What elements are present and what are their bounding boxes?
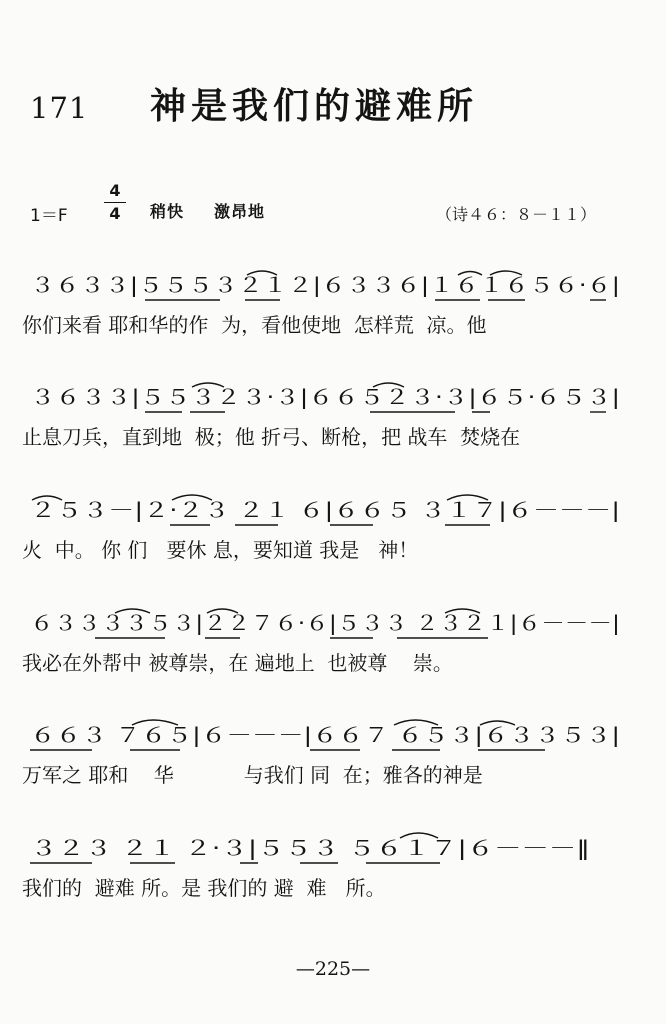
lyrics-line: 你们来看 耶和华的作 为，看他使地 怎样荒 凉。他 [22, 313, 487, 337]
notes-text: ３６３３|５５５３２１２|６３３６|１６１６５６·６| [30, 273, 620, 297]
lyrics-line: 我们的 避难 所。是 我们的 避 难 所。 [22, 876, 386, 900]
scripture-reference: （诗４６：８－１１） [436, 205, 597, 224]
notes-text: ６３３３３５３|２２７６·６|５３３ ２３２１|６－－－| [30, 611, 620, 635]
notes-text: ３２３ ２１ ２·３|５５３ ５６１７|６－－－‖ [30, 836, 590, 860]
lyrics-line: 止息刀兵，直到地 极；他 折弓、断枪，把 战车 焚烧在 [22, 425, 521, 449]
time-signature [104, 182, 126, 223]
hymn-number: 171 [30, 91, 89, 125]
lyrics-line: 我必在外帮中 被尊崇，在 遍地上 也被尊 崇。 [22, 651, 453, 675]
music-system-2 [0, 377, 666, 477]
tempo-marking: 稍快 [150, 202, 185, 221]
notes-text: ２５３－|２·２３ ２１ ６|６６５ ３１７|６－－－| [30, 498, 620, 522]
music-system-3 [0, 490, 666, 590]
music-system-1 [0, 265, 666, 365]
meter-top: 4 [109, 181, 121, 200]
page-number: —225— [295, 958, 371, 980]
notes-text: ３６３３|５５３２３·３|６６５２３·３|６５·６５３| [30, 385, 620, 409]
music-system-5 [0, 715, 666, 815]
music-system-4 [0, 603, 666, 703]
music-system-6 [0, 828, 666, 928]
meter-line [104, 202, 126, 203]
lyrics-line: 火 中。 你 们 要休 息，要知道 我是 神！ [22, 538, 419, 562]
hymn-title: 神是我们的避难所 [150, 85, 479, 127]
key-signature: 1＝F [30, 206, 68, 226]
expression-marking: 激昂地 [214, 202, 266, 221]
meter-bottom: 4 [109, 204, 121, 223]
notes-text: ６６３ ７６５|６－－－|６６７ ６５３|６３３５３| [30, 723, 620, 747]
lyrics-line: 万军之 耶和 华 与我们 同 在；雅各的神是 [22, 763, 483, 787]
